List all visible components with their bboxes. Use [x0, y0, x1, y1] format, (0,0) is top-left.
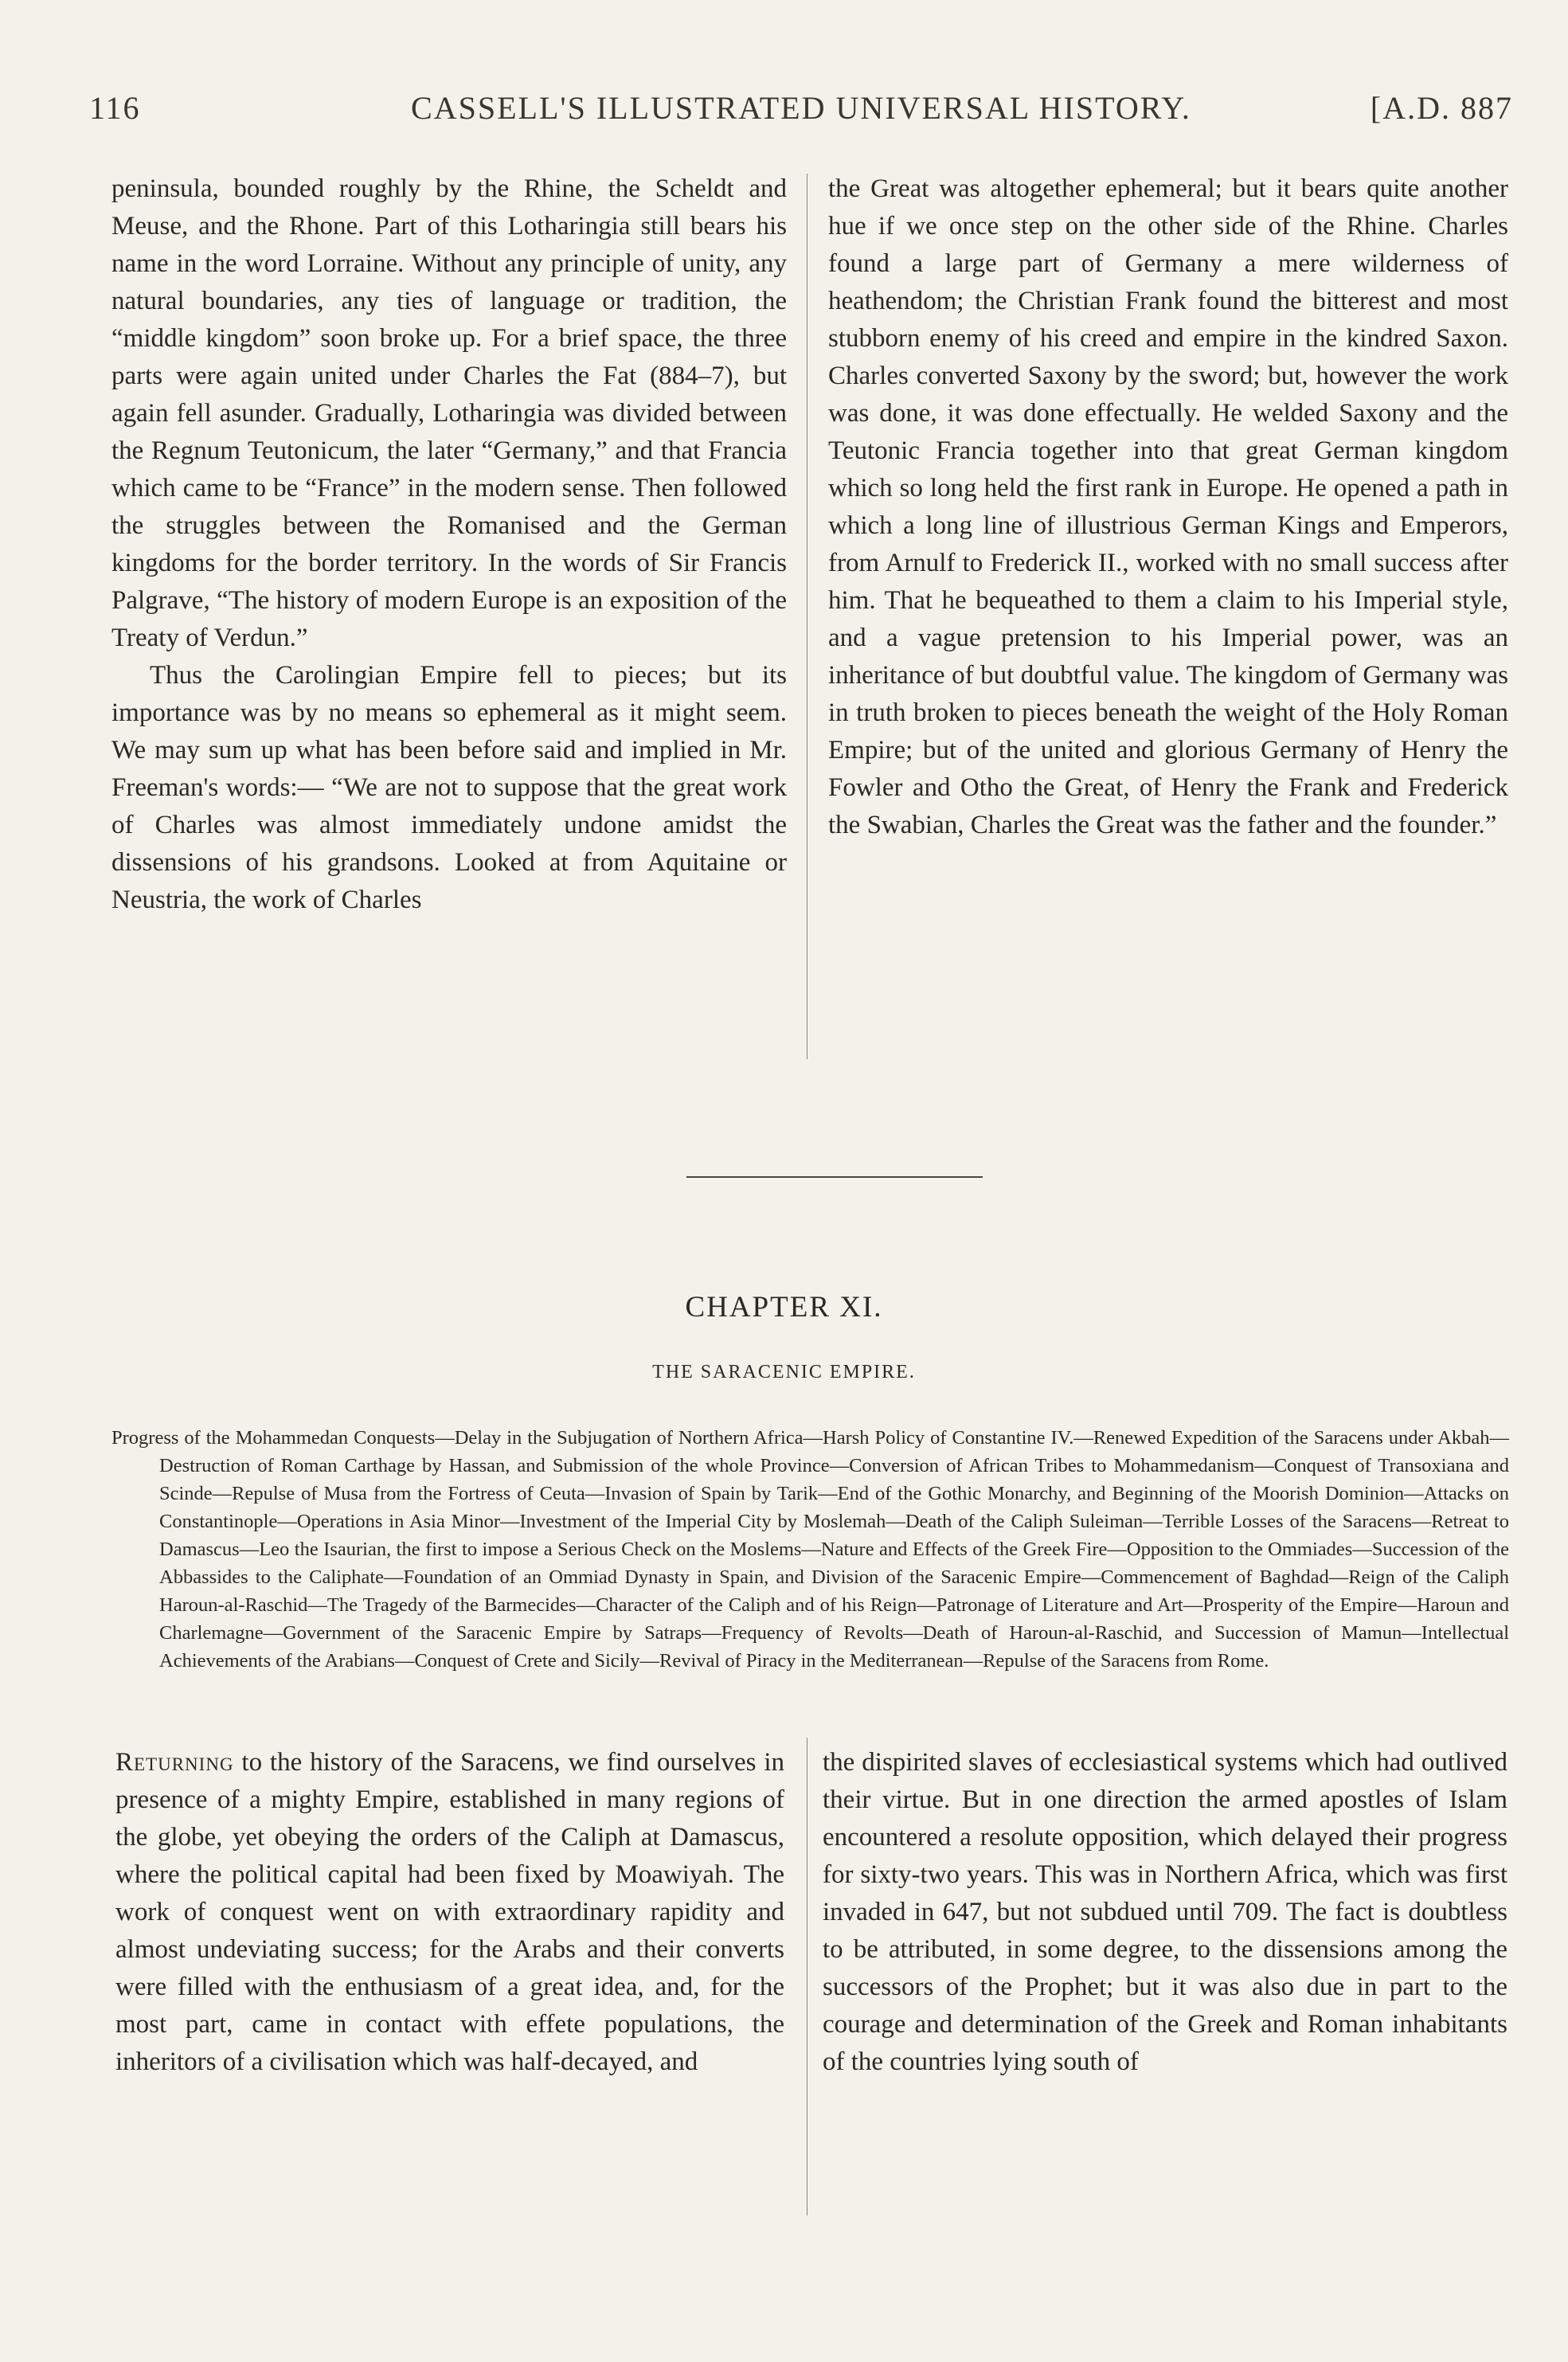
paragraph: the dispirited slaves of ecclesiastical systems which had outlived their virtue. But in one direction the armed apostles of Islam encountered a resolute opposition, which delayed their progress for sixty-two years. This was in Northern Africa, which was first invaded in 647, but not subdued until 709. The fact is doubtless to be attributed, in some degree, to the dissensions among the successors of the Prophet; but it was also due in part to the courage and determination of the Greek and Roman inhabitants of the countries lying south of — [823, 1748, 1507, 2076]
paragraph: Thus the Carolingian Empire fell to pieces; but its importance was by no means so ephemeral as it might seem. We may sum up what has been before said and implied in Mr. Freeman's words:— “We are not to suppose that the great work of Charles was almost immediately undone amidst the dissensions of his grandsons. Looked at from Aquitaine or Neustria, the work of Charles — [111, 661, 787, 914]
paragraph: the Great was altogether ephemeral; but it bears quite another hue if we once step on the other side of the Rhine. Charles found a large part of Germany a mere wilderness of heathendom; the Christian Frank found the bitterest and most stubborn enemy of his creed and empire in the kindred Saxon. Charles converted Saxony by the sword; but, however the work was done, it was done effectually. He welded Saxony and the Teutonic Francia together into that great German kingdom which so long held the first rank in Europe. He opened a path in which a long line of illustrious German Kings and Emperors, from Arnulf to Frederick II., worked with no small success after him. That he bequeathed to them a claim to his Imperial style, and a vague pretension to his Imperial power, was an inheritance of but doubtful value. The kingdom of Germany was in truth broken to pieces beneath the weight of the Holy Roman Empire; but of the united and glorious Germany of Henry the Fowler and Otho the Great, of Henry the Frank and Frederick the Swabian, Charles the Great was the father and the founder.” — [828, 174, 1508, 839]
top-right-column — [828, 170, 1508, 844]
page-number: 116 — [89, 90, 141, 126]
chapter-synopsis: Progress of the Mohammedan Conquests—Delay in the Subjugation of Northern Africa—Harsh Policy of Constantine IV.—Renewed Expedition of the Saracens under Akbah—Destruction of Roman Carthage by Hassan, and Submission of the whole Province—Conversion of African Tribes to Mohammedanism—Conquest of Transoxiana and Scinde—Repulse of Musa from the Fortress of Ceuta—Invasion of Spain by Tarik—End of the Gothic Monarchy, and Beginning of the Moorish Dominion—Attacks on Constantinople—Operations in Asia Minor—Investment of the Imperial City by Moslemah—Death of the Caliph Suleiman—Terrible Losses of the Saracens—Retreat to Damascus—Leo the Isaurian, the first to impose a Serious Check on the Moslems—Nature and Effects of the Greek Fire—Opposition to the Ommiades—Succession of the Abbassides to the Caliphate—Foundation of an Ommiad Dynasty in Spain, and Division of the Saracenic Empire—Commencement of Baghdad—Reign of the Caliph Haroun-al-Raschid—The Tragedy of the Barmecides—Character of the Caliph and of his Reign—Patronage of Literature and Art—Prosperity of the Empire—Haroun and Charlemagne—Government of the Saracenic Empire by Satraps—Frequency of Revolts—Death of Haroun-al-Raschid, and Succession of Mamun—Intellectual Achievements of the Arabians—Conquest of Crete and Sicily—Revival of Piracy in the Mediterranean—Repulse of the Saracens from Rome. — [111, 1427, 1509, 1672]
top-left-column — [111, 170, 787, 919]
paragraph-text: to the history of the Saracens, we find ourselves in presence of a mighty Empire, established in many regions of the globe, yet obeying the orders of the Caliph at Damascus, where the political capital had been fixed by Moawiyah. The work of conquest went on with extraordinary rapidity and almost undeviating success; for the Arabs and their converts were filled with the enthusiasm of a great idea, and, for the most part, came in contact with effete populations, the inheritors of a civilisation which was half-decayed, and — [115, 1748, 784, 2076]
chapter-heading: CHAPTER XI. — [685, 1291, 883, 1324]
running-header — [89, 89, 1513, 137]
header-date: [A.D. 887 — [1370, 90, 1513, 126]
book-title: CASSELL'S ILLUSTRATED UNIVERSAL HISTORY. — [411, 90, 1191, 126]
paragraph — [115, 1744, 784, 2081]
section-divider — [686, 1176, 983, 1178]
opening-word: Returning — [115, 1748, 234, 1777]
bottom-right-column — [823, 1744, 1507, 2081]
bottom-left-column — [115, 1744, 784, 2081]
chapter-subtitle: THE SARACENIC EMPIRE. — [652, 1362, 916, 1382]
paragraph: peninsula, bounded roughly by the Rhine, the Scheldt and Meuse, and the Rhone. Part of this Lotharingia still bears his name in the word Lorraine. Without any principle of unity, any natural boundaries, any ties of language or tradition, the “middle kingdom” soon broke up. For a brief space, the three parts were again united under Charles the Fat (884–7), but again fell asunder. Gradually, Lotharingia was divided between the Regnum Teutonicum, the later “Germany,” and that Francia which came to be “France” in the modern sense. Then followed the struggles between the Romanised and the German kingdoms for the border territory. In the words of Sir Francis Palgrave, “The history of modern Europe is an exposition of the Treaty of Verdun.” — [111, 174, 787, 652]
